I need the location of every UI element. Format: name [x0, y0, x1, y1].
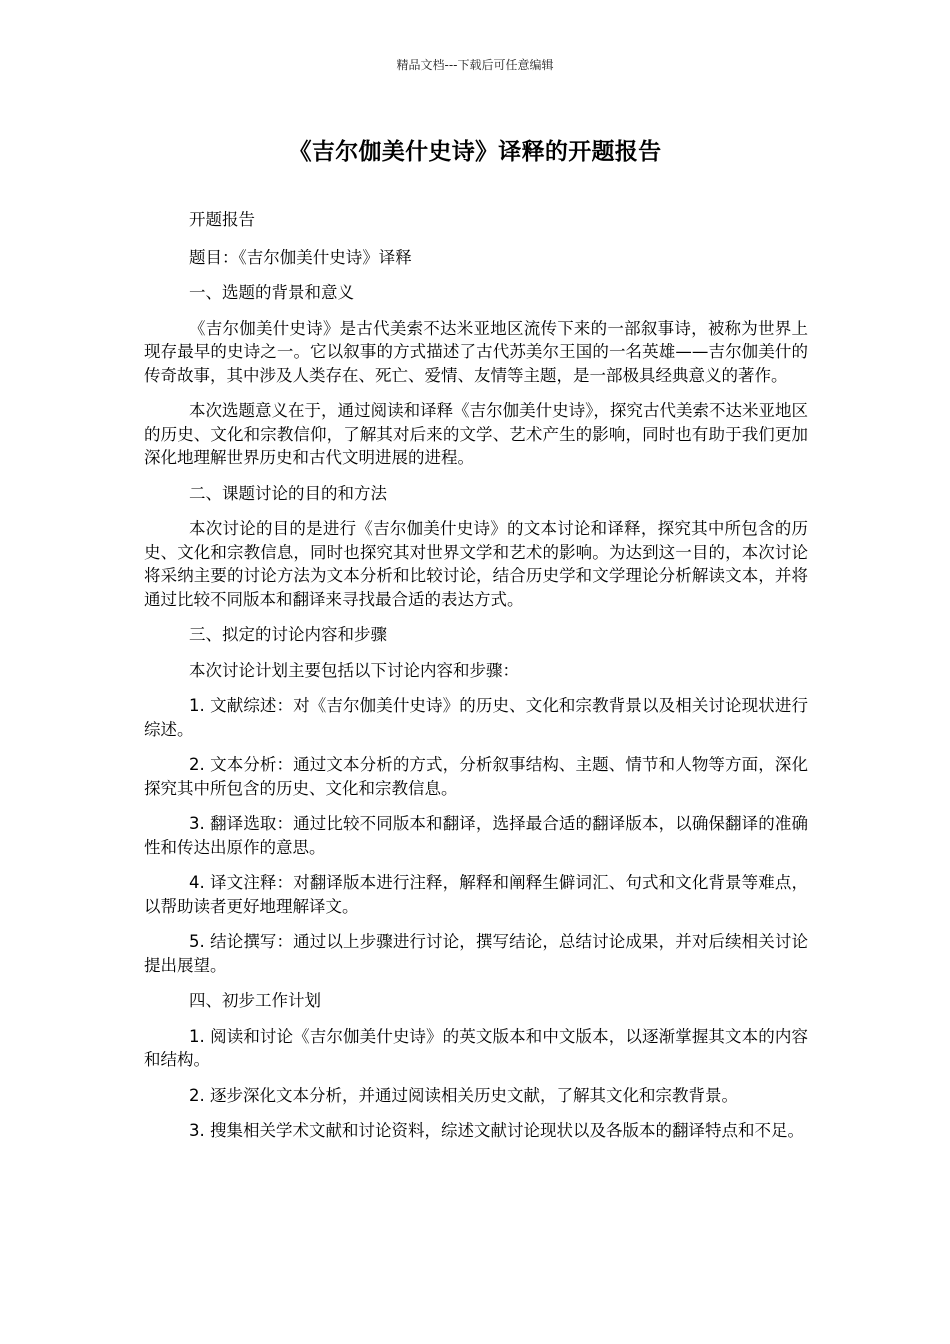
- list-item-step-5: 5. 结论撰写：通过以上步骤进行讨论，撰写结论，总结讨论成果，并对后续相关讨论提出展望。: [144, 932, 808, 975]
- paragraph-report-label: 开题报告: [189, 210, 255, 229]
- document-title: 《吉尔伽美什史诗》译释的开题报告: [288, 139, 662, 165]
- list-item-step-3: 3. 翻译选取：通过比较不同版本和翻译，选择最合适的翻译版本，以确保翻译的准确性和传达出原作的意思。: [144, 814, 808, 857]
- paragraph-topic: 题目：《吉尔伽美什史诗》译释: [189, 247, 412, 267]
- list-item-step-1: 1. 文献综述：对《吉尔伽美什史诗》的历史、文化和宗教背景以及相关讨论现状进行综述。: [144, 696, 808, 739]
- paragraph-content-intro: 本次讨论计划主要包括以下讨论内容和步骤：: [189, 660, 519, 680]
- paragraph-background-1: 《吉尔伽美什史诗》是古代美索不达米亚地区流传下来的一部叙事诗，被称为世界上现存最早的史诗之一。它以叙事的方式描述了古代苏美尔王国的一名英雄——吉尔伽美什的传奇故事，其中涉及人类存在、死亡、爱情、友情等主题，是一部极具经典意义的著作。: [144, 318, 808, 385]
- section-heading-content: 三、拟定的讨论内容和步骤: [189, 625, 387, 644]
- list-item-step-2: 2. 文本分析：通过文本分析的方式，分析叙事结构、主题、情节和人物等方面，深化探究其中所包含的历史、文化和宗教信息。: [144, 755, 808, 798]
- section-heading-background: 一、选题的背景和意义: [189, 283, 354, 302]
- section-heading-purpose: 二、课题讨论的目的和方法: [189, 483, 387, 503]
- page-header: 精品文档---下载后可任意编辑: [396, 58, 554, 72]
- paragraph-background-2: 本次选题意义在于，通过阅读和译释《吉尔伽美什史诗》，探究古代美索不达米亚地区的历史、文化和宗教信仰，了解其对后来的文学、艺术产生的影响，同时也有助于我们更加深化地理解世界历史和古代文明进展的进程。: [144, 401, 808, 467]
- document-body: [144, 208, 808, 1155]
- list-item-plan-3: 3. 搜集相关学术文献和讨论资料，综述文献讨论现状以及各版本的翻译特点和不足。: [189, 1121, 804, 1140]
- paragraph-purpose: 本次讨论的目的是进行《吉尔伽美什史诗》的文本讨论和译释，探究其中所包含的历史、文化和宗教信息，同时也探究其对世界文学和艺术的影响。为达到这一目的，本次讨论将采纳主要的讨论方法为文本分析和比较讨论，结合历史学和文学理论分析解读文本，并将通过比较不同版本和翻译来寻找最合适的表达方式。: [144, 519, 808, 609]
- list-item-plan-2: 2. 逐步深化文本分析，并通过阅读相关历史文献，了解其文化和宗教背景。: [189, 1085, 738, 1105]
- list-item-step-4: 4. 译文注释：对翻译版本进行注释，解释和阐释生僻词汇、句式和文化背景等难点，以帮助读者更好地理解译文。: [144, 873, 808, 916]
- list-item-plan-1: 1. 阅读和讨论《吉尔伽美什史诗》的英文版本和中文版本，以逐渐掌握其文本的内容和结构。: [144, 1026, 808, 1069]
- section-heading-plan: 四、初步工作计划: [189, 991, 321, 1010]
